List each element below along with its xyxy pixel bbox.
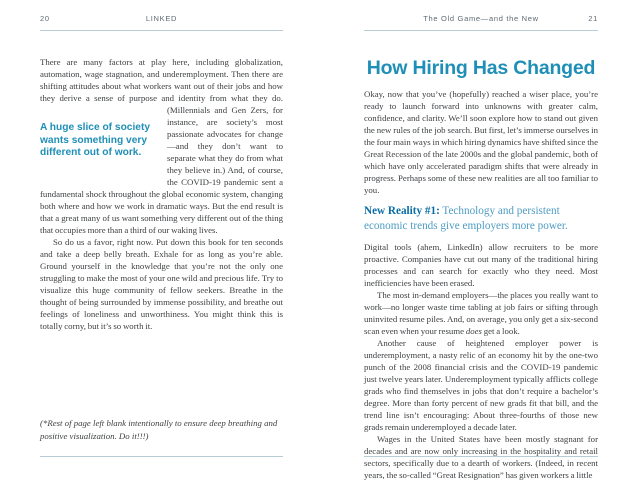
right-paragraph-1: Okay, now that you’ve (hopefully) reached a wiser place, you’re ready to launch forward into unknowns with greater calm, confidence, and clarity. We’ll soon explore how to stand out given the new rules of the job search. But first, let’s immerse ourselves in the four main ways in which hiring dynamics have shifted since the Great Recession of the late 2000s and the global pandemic, both of which have only accelerated paradigm shifts that were already in progress. Perhaps some of these new realities are all too familiar to you.	[364, 89, 598, 195]
left-paragraph-1-part-a: There are many factors at play here, including globalization, automation, wage stagnation, and underemployment. Then there are shifting attitudes about what workers want out of their jobs and how they derive a sense of purpose and identity from what they	[40, 57, 283, 103]
running-head-left: LINKED	[145, 14, 178, 23]
right-paragraph-3-part-b: get a look.	[481, 326, 520, 336]
page-number-left: 20	[40, 14, 50, 23]
right-page-header	[364, 14, 598, 31]
right-paragraph-5: Wages in the United States have been mostly stagnant for decades and are now only increasing in the hospitality and retail sectors, specifically due to a dearth of workers. (Indeed, in recent years, the so-called “Great Resignation” has given workers a little	[364, 434, 598, 480]
left-paragraph-1-part-b: do. (Millennials and Gen Zers, for instance, are society’s most passionate advocates for change—and they don’t want to separate what they do from what they believe in.) And, of course, the COVID-19 pandemic sent a fundamental shock throughout the global economic system, changing both where and how we work in dramatic ways. But the end result is that a great many of us want something very different out of the thing that occupies more than a third of our waking lives.	[40, 93, 283, 235]
left-page-header	[40, 14, 283, 31]
left-page	[40, 14, 283, 466]
running-head-right: The Old Game—and the New	[423, 14, 539, 23]
right-paragraph-4: Another cause of heightened employer power is underemployment, a nasty relic of an economy hit by the one-two punch of the 2008 financial crisis and the COVID-19 pandemic just twelve years later. Underemployment typically afflicts college grads who find themselves in jobs that don’t require a bachelor’s degree. More than forty percent of new grads fit that bill, and the trend line isn’t encouraging: About three-fourths of those new grads remain underemployed a decade later.	[364, 338, 598, 432]
right-paragraph-2: Digital tools (ahem, LinkedIn) allow recruiters to be more proactive. Companies have cut out many of the traditional hiring processes and can search for exactly who they need. Most inefficiencies have been erased.	[364, 242, 598, 288]
left-page-body	[40, 56, 283, 332]
footnote: (*Rest of page left blank intentionally to ensure deep breathing and positive visualization. Do it!!!)	[40, 418, 278, 441]
subhead-label: New Reality #1:	[364, 205, 440, 217]
right-paragraph-3	[364, 289, 598, 337]
emphasized-word: does	[465, 326, 482, 336]
right-page	[364, 14, 598, 480]
right-paragraph-3-part-a: The most in-demand employers—the places you really want to work—no longer waste time tabling at job fairs or sifting through uninvited resume piles. And, on average, you only get a six-second scan even when your resume	[364, 290, 598, 336]
right-page-body	[364, 88, 598, 481]
chapter-title: How Hiring Has Changed	[366, 57, 596, 79]
subhead-text: Technology and persistent economic trends give employers more power.	[364, 205, 568, 232]
pull-quote: A huge slice of society wants something very different out of work.	[40, 122, 151, 159]
left-paragraph-2: So do us a favor, right now. Put down this book for ten seconds and take a deep belly breath. Exhale for as long as you’re able. Ground yourself in the knowledge that you’re not the only one struggling to make the most of your one wild and precious life. Try to visualize this huge community of fellow seekers. Breathe in the thought of being surrounded by immense possibility, and breathe out feelings of loneliness and unworthiness. You might think this is totally corny, but it’s so worth it.	[40, 237, 283, 331]
footer-rule-left	[40, 456, 283, 457]
footer-rule-right	[364, 456, 598, 457]
subhead-new-reality-1	[364, 204, 598, 233]
left-paragraph-1	[40, 56, 283, 236]
page-number-right: 21	[588, 14, 598, 23]
